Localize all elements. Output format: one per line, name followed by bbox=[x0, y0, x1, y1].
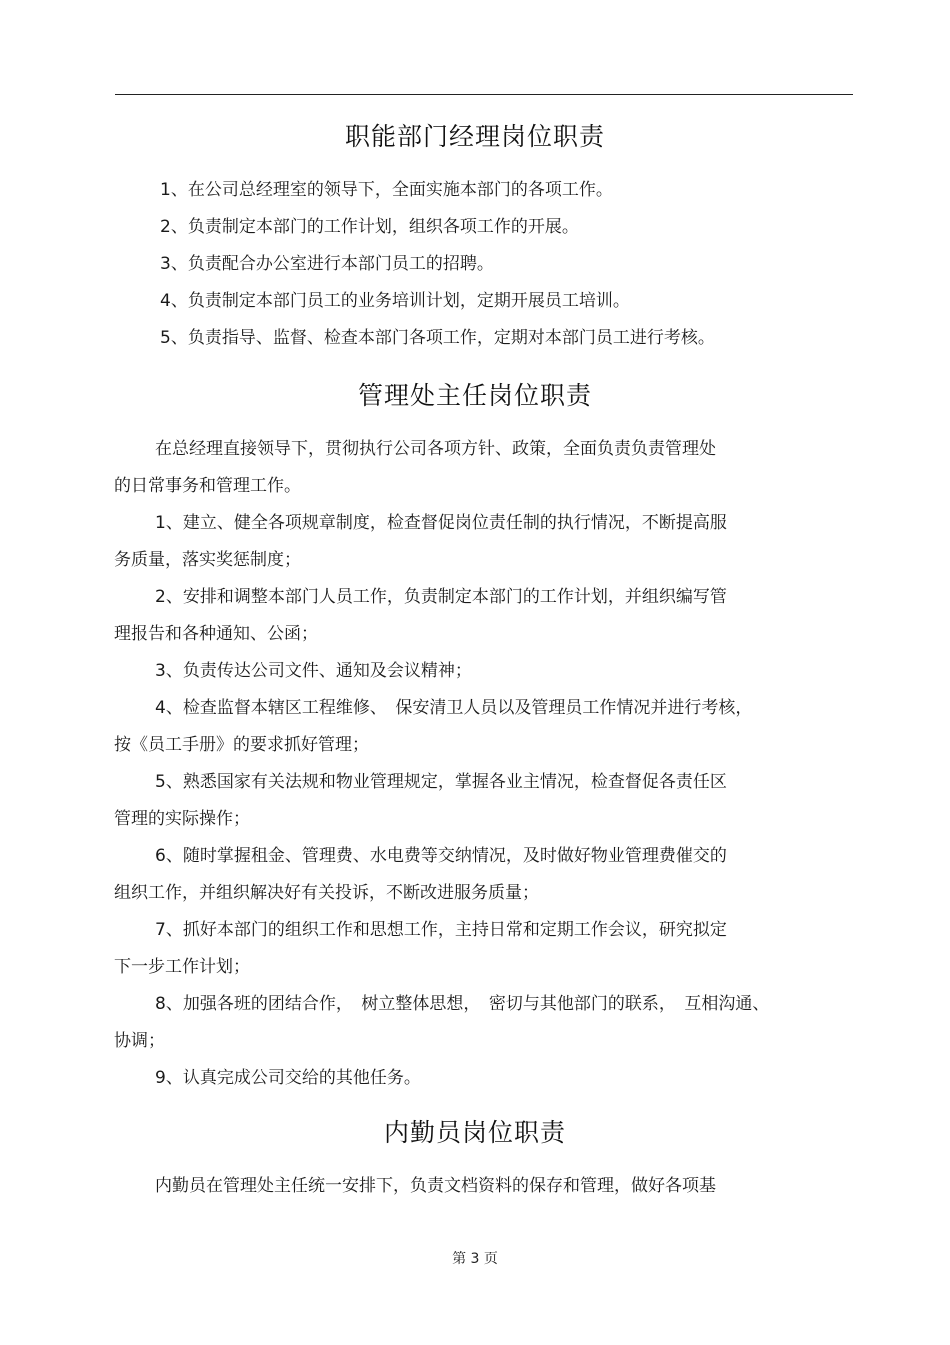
duty-line: 下一步工作计划； bbox=[114, 957, 250, 977]
page-number: 第 3 页 bbox=[452, 1251, 498, 1267]
duty-line: 1、建立、健全各项规章制度，检查督促岗位责任制的执行情况，不断提高服 bbox=[155, 513, 727, 533]
duty-line: 4、检查监督本辖区工程维修、 保安清卫人员以及管理员工作情况并进行考核， bbox=[155, 698, 753, 718]
section-title-2: 管理处主任岗位职责 bbox=[357, 381, 592, 410]
section-title-3: 内勤员岗位职责 bbox=[383, 1118, 566, 1147]
duty-line: 理报告和各种通知、公函； bbox=[114, 624, 318, 644]
duty-line: 的日常事务和管理工作。 bbox=[114, 476, 301, 496]
duty-line: 9、认真完成公司交给的其他任务。 bbox=[155, 1068, 421, 1088]
section-title-1: 职能部门经理岗位职责 bbox=[344, 122, 605, 151]
duty-line: 在总经理直接领导下，贯彻执行公司各项方针、政策，全面负责负责管理处 bbox=[155, 439, 716, 459]
duty-line: 8、加强各班的团结合作， 树立整体思想， 密切与其他部门的联系， 互相沟通、 bbox=[155, 994, 770, 1014]
duty-line: 协调； bbox=[114, 1031, 165, 1051]
duty-line: 7、抓好本部门的组织工作和思想工作，主持日常和定期工作会议，研究拟定 bbox=[155, 920, 727, 940]
duty-line: 4、负责制定本部门员工的业务培训计划，定期开展员工培训。 bbox=[160, 291, 630, 311]
duty-line: 组织工作，并组织解决好有关投诉，不断改进服务质量； bbox=[114, 883, 539, 903]
duty-line: 内勤员在管理处主任统一安排下，负责文档资料的保存和管理，做好各项基 bbox=[155, 1176, 716, 1196]
duty-line: 3、负责配合办公室进行本部门员工的招聘。 bbox=[160, 254, 494, 274]
duty-line: 务质量，落实奖惩制度； bbox=[114, 550, 301, 570]
duty-line: 5、熟悉国家有关法规和物业管理规定，掌握各业主情况，检查督促各责任区 bbox=[155, 772, 727, 792]
duty-line: 5、负责指导、监督、检查本部门各项工作，定期对本部门员工进行考核。 bbox=[160, 328, 715, 348]
duty-line: 2、安排和调整本部门人员工作，负责制定本部门的工作计划，并组织编写管 bbox=[155, 587, 727, 607]
duty-line: 3、负责传达公司文件、通知及会议精神； bbox=[155, 661, 472, 681]
duty-line: 按《员工手册》的要求抓好管理； bbox=[114, 735, 369, 755]
duty-line: 2、负责制定本部门的工作计划，组织各项工作的开展。 bbox=[160, 217, 579, 237]
header-rule bbox=[115, 94, 853, 95]
duty-line: 1、在公司总经理室的领导下，全面实施本部门的各项工作。 bbox=[160, 180, 613, 200]
duty-line: 管理的实际操作； bbox=[114, 809, 250, 829]
duty-line: 6、随时掌握租金、管理费、水电费等交纳情况，及时做好物业管理费催交的 bbox=[155, 846, 727, 866]
